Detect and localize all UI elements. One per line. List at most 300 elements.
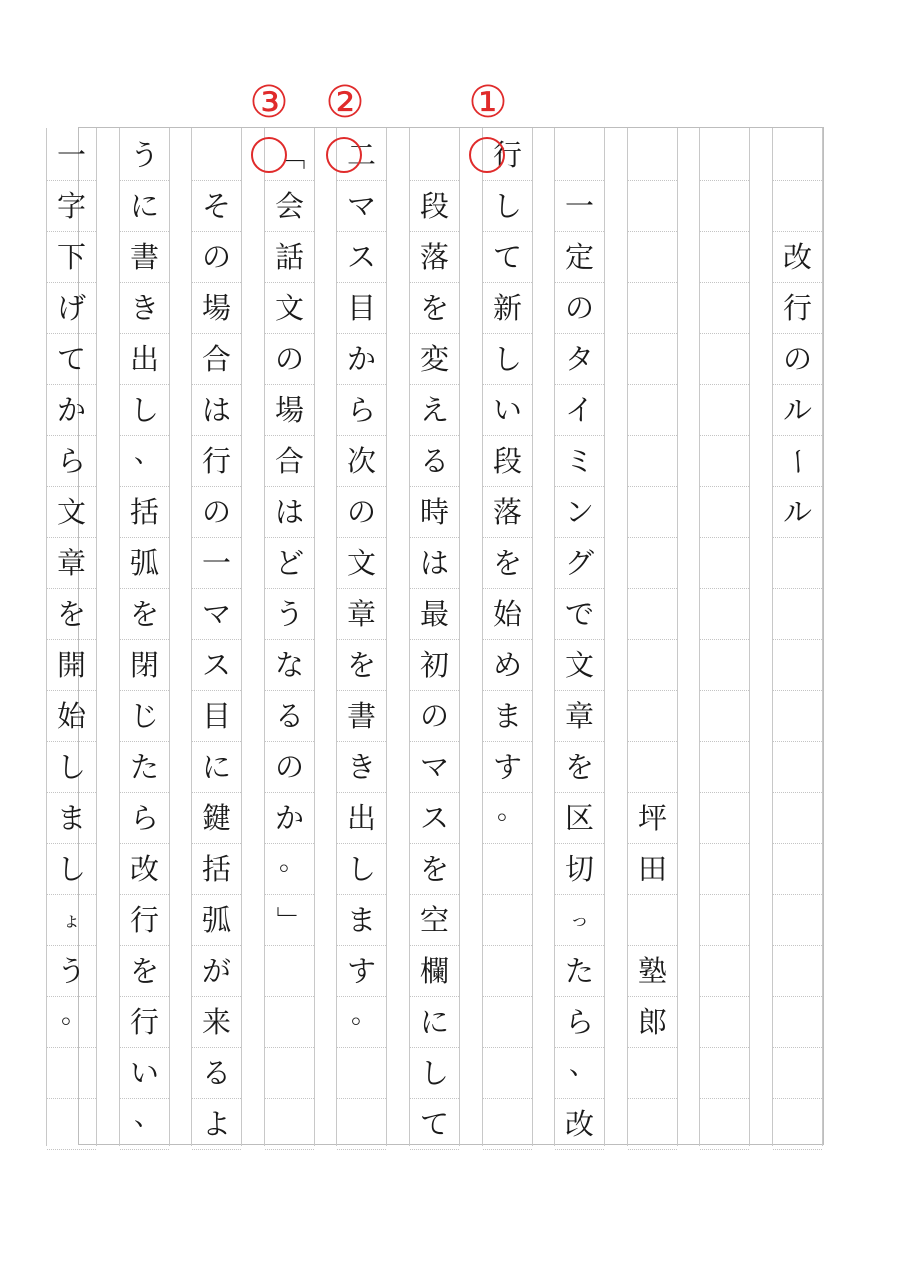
grid-square bbox=[555, 844, 604, 895]
manuscript-char: 時 bbox=[419, 494, 449, 529]
manuscript-char: ま bbox=[492, 698, 522, 733]
grid-square bbox=[555, 385, 604, 436]
manuscript-char: 改 bbox=[782, 239, 812, 274]
grid-square bbox=[555, 589, 604, 640]
grid-square bbox=[337, 1099, 386, 1150]
manuscript-char: を bbox=[129, 596, 159, 631]
grid-square bbox=[410, 691, 459, 742]
grid-square bbox=[628, 181, 677, 232]
grid-square bbox=[47, 691, 96, 742]
manuscript-char: し bbox=[492, 188, 522, 223]
grid-square bbox=[773, 589, 822, 640]
manuscript-char: を bbox=[346, 647, 376, 682]
manuscript-char: 始 bbox=[492, 596, 522, 631]
manuscript-char: 鍵 bbox=[201, 800, 231, 835]
manuscript-char: 次 bbox=[346, 443, 376, 478]
grid-square bbox=[265, 1048, 314, 1099]
grid-square bbox=[47, 946, 96, 997]
grid-square bbox=[192, 895, 241, 946]
manuscript-char: う bbox=[129, 137, 159, 172]
grid-square bbox=[47, 334, 96, 385]
grid-square bbox=[483, 283, 532, 334]
manuscript-char: え bbox=[419, 392, 449, 427]
manuscript-char: 文 bbox=[274, 290, 304, 325]
grid-square bbox=[47, 844, 96, 895]
grid-square bbox=[410, 844, 459, 895]
manuscript-char: し bbox=[419, 1055, 449, 1090]
manuscript-char: は bbox=[201, 392, 231, 427]
manuscript-char: ス bbox=[346, 239, 376, 274]
manuscript-char: の bbox=[274, 341, 304, 376]
manuscript-char: を bbox=[129, 953, 159, 988]
manuscript-char: を bbox=[56, 596, 86, 631]
grid-square bbox=[555, 181, 604, 232]
manuscript-char: 弧 bbox=[129, 545, 159, 580]
grid-square bbox=[192, 1099, 241, 1150]
grid-square bbox=[337, 844, 386, 895]
grid-square bbox=[410, 385, 459, 436]
manuscript-char: が bbox=[201, 953, 231, 988]
grid-square bbox=[410, 487, 459, 538]
grid-square bbox=[337, 232, 386, 283]
grid-square bbox=[628, 232, 677, 283]
grid-square bbox=[483, 742, 532, 793]
manuscript-char: 区 bbox=[564, 800, 594, 835]
grid-square bbox=[47, 283, 96, 334]
manuscript-char: の bbox=[274, 749, 304, 784]
manuscript-char: る bbox=[201, 1055, 231, 1090]
manuscript-char: し bbox=[492, 341, 522, 376]
manuscript-char: 「 bbox=[272, 140, 307, 170]
manuscript-char: 段 bbox=[419, 188, 449, 223]
grid-square bbox=[773, 691, 822, 742]
manuscript-char: う bbox=[56, 953, 86, 988]
grid-square bbox=[337, 181, 386, 232]
manuscript-char: て bbox=[492, 239, 522, 274]
grid-square bbox=[192, 793, 241, 844]
manuscript-char: を bbox=[419, 851, 449, 886]
grid-square bbox=[555, 232, 604, 283]
manuscript-char: 行 bbox=[129, 1004, 159, 1039]
grid-square bbox=[265, 742, 314, 793]
manuscript-char: マ bbox=[201, 596, 231, 631]
manuscript-char: 塾 bbox=[637, 953, 667, 988]
grid-square bbox=[47, 997, 96, 1048]
manuscript-char: 目 bbox=[201, 698, 231, 733]
grid-square bbox=[773, 793, 822, 844]
grid-square bbox=[483, 538, 532, 589]
grid-square bbox=[337, 538, 386, 589]
manuscript-char: ら bbox=[346, 392, 376, 427]
manuscript-char: ス bbox=[419, 800, 449, 835]
grid-square bbox=[120, 181, 169, 232]
manuscript-char: す bbox=[492, 749, 522, 784]
manuscript-char: い bbox=[129, 1055, 159, 1090]
manuscript-char: 改 bbox=[129, 851, 159, 886]
manuscript-char: 最 bbox=[419, 596, 449, 631]
grid-square bbox=[265, 181, 314, 232]
grid-square bbox=[410, 283, 459, 334]
grid-square bbox=[773, 385, 822, 436]
grid-square bbox=[483, 436, 532, 487]
manuscript-char: 章 bbox=[346, 596, 376, 631]
grid-square bbox=[192, 385, 241, 436]
grid-square bbox=[628, 436, 677, 487]
manuscript-char: 場 bbox=[274, 392, 304, 427]
manuscript-char: て bbox=[419, 1106, 449, 1141]
marker-2: ② bbox=[325, 77, 365, 128]
manuscript-char: 段 bbox=[492, 443, 522, 478]
grid-square bbox=[192, 742, 241, 793]
grid-square bbox=[192, 589, 241, 640]
manuscript-char: ス bbox=[201, 647, 231, 682]
grid-square bbox=[628, 538, 677, 589]
grid-square bbox=[192, 283, 241, 334]
grid-square bbox=[628, 283, 677, 334]
grid-square bbox=[337, 640, 386, 691]
manuscript-char: か bbox=[346, 341, 376, 376]
grid-square bbox=[410, 742, 459, 793]
manuscript-char: 括 bbox=[201, 851, 231, 886]
manuscript-char: ょ bbox=[61, 908, 81, 931]
grid-square bbox=[700, 385, 749, 436]
grid-square bbox=[265, 640, 314, 691]
grid-square bbox=[192, 538, 241, 589]
grid-square bbox=[265, 283, 314, 334]
grid-square bbox=[700, 538, 749, 589]
manuscript-char: 郎 bbox=[637, 1004, 667, 1039]
grid-square bbox=[265, 385, 314, 436]
manuscript-char: 来 bbox=[201, 1004, 231, 1039]
manuscript-char: じ bbox=[129, 698, 159, 733]
grid-square bbox=[483, 334, 532, 385]
manuscript-column-body-5 bbox=[264, 128, 315, 1146]
grid-square bbox=[773, 997, 822, 1048]
manuscript-char: た bbox=[564, 953, 594, 988]
grid-square bbox=[337, 589, 386, 640]
manuscript-char: し bbox=[129, 392, 159, 427]
grid-square bbox=[700, 130, 749, 181]
grid-square bbox=[337, 487, 386, 538]
grid-square bbox=[410, 538, 459, 589]
grid-square bbox=[47, 385, 96, 436]
manuscript-column-title bbox=[772, 128, 823, 1146]
grid-square bbox=[628, 844, 677, 895]
manuscript-char: き bbox=[346, 749, 376, 784]
manuscript-char: ま bbox=[56, 800, 86, 835]
grid-square bbox=[120, 589, 169, 640]
grid-square bbox=[265, 793, 314, 844]
manuscript-char: 一 bbox=[56, 137, 86, 172]
manuscript-char: 始 bbox=[56, 698, 86, 733]
grid-square bbox=[700, 895, 749, 946]
grid-square bbox=[120, 334, 169, 385]
grid-square bbox=[555, 793, 604, 844]
manuscript-char: ら bbox=[564, 1004, 594, 1039]
manuscript-char: る bbox=[274, 698, 304, 733]
manuscript-char: 合 bbox=[201, 341, 231, 376]
grid-square bbox=[120, 1048, 169, 1099]
grid-square bbox=[120, 130, 169, 181]
manuscript-char: の bbox=[419, 698, 449, 733]
manuscript-char: 目 bbox=[346, 290, 376, 325]
grid-square bbox=[265, 997, 314, 1048]
manuscript-char: 」 bbox=[272, 905, 307, 935]
grid-square bbox=[47, 232, 96, 283]
grid-square bbox=[120, 793, 169, 844]
grid-square bbox=[192, 946, 241, 997]
grid-square bbox=[773, 130, 822, 181]
manuscript-char: 新 bbox=[492, 290, 522, 325]
manuscript-char: 一 bbox=[564, 188, 594, 223]
grid-square bbox=[337, 793, 386, 844]
grid-square bbox=[337, 436, 386, 487]
manuscript-char: 空 bbox=[419, 902, 449, 937]
grid-square bbox=[410, 1048, 459, 1099]
manuscript-char: か bbox=[56, 392, 86, 427]
grid-square bbox=[555, 742, 604, 793]
manuscript-char: た bbox=[129, 749, 159, 784]
manuscript-char: ど bbox=[274, 545, 304, 580]
grid-square bbox=[410, 436, 459, 487]
grid-square bbox=[192, 487, 241, 538]
grid-square bbox=[773, 181, 822, 232]
grid-square bbox=[47, 181, 96, 232]
grid-square bbox=[120, 232, 169, 283]
grid-square bbox=[47, 895, 96, 946]
grid-square bbox=[192, 334, 241, 385]
grid-square bbox=[265, 436, 314, 487]
grid-square bbox=[700, 181, 749, 232]
grid-square bbox=[700, 334, 749, 385]
genkou-paper-grid bbox=[56, 127, 824, 1145]
grid-square bbox=[265, 538, 314, 589]
grid-square bbox=[700, 946, 749, 997]
grid-square bbox=[483, 589, 532, 640]
manuscript-char: イ bbox=[564, 392, 594, 427]
manuscript-char: に bbox=[129, 188, 159, 223]
grid-square bbox=[555, 1099, 604, 1150]
grid-square bbox=[555, 1048, 604, 1099]
grid-square bbox=[192, 844, 241, 895]
grid-square bbox=[628, 997, 677, 1048]
manuscript-char: し bbox=[56, 749, 86, 784]
grid-square bbox=[700, 640, 749, 691]
grid-square bbox=[192, 130, 241, 181]
manuscript-char: の bbox=[564, 290, 594, 325]
grid-square bbox=[410, 589, 459, 640]
grid-square bbox=[628, 385, 677, 436]
grid-square bbox=[47, 640, 96, 691]
manuscript-char: 。 bbox=[351, 999, 378, 1030]
grid-square bbox=[265, 1099, 314, 1150]
grid-square bbox=[628, 946, 677, 997]
grid-square bbox=[773, 1099, 822, 1150]
grid-square bbox=[47, 130, 96, 181]
grid-square bbox=[120, 946, 169, 997]
marker-1: ① bbox=[468, 77, 508, 128]
grid-square bbox=[337, 742, 386, 793]
grid-square bbox=[628, 895, 677, 946]
grid-square bbox=[555, 130, 604, 181]
grid-square bbox=[628, 487, 677, 538]
grid-square bbox=[120, 742, 169, 793]
manuscript-char: 定 bbox=[564, 239, 594, 274]
grid-square bbox=[337, 691, 386, 742]
grid-square bbox=[265, 946, 314, 997]
grid-square bbox=[773, 844, 822, 895]
manuscript-char: 、 bbox=[134, 1101, 161, 1132]
manuscript-char: 田 bbox=[637, 851, 667, 886]
grid-square bbox=[410, 130, 459, 181]
grid-square bbox=[265, 895, 314, 946]
grid-square bbox=[483, 232, 532, 283]
manuscript-char: 一 bbox=[201, 545, 231, 580]
grid-square bbox=[265, 691, 314, 742]
manuscript-char: ミ bbox=[564, 443, 594, 478]
grid-square bbox=[265, 334, 314, 385]
grid-square bbox=[337, 895, 386, 946]
manuscript-char: し bbox=[56, 851, 86, 886]
grid-square bbox=[410, 334, 459, 385]
grid-square bbox=[700, 793, 749, 844]
manuscript-char: 会 bbox=[274, 188, 304, 223]
manuscript-char: 行 bbox=[129, 902, 159, 937]
manuscript-char: い bbox=[492, 392, 522, 427]
grid-square bbox=[773, 283, 822, 334]
grid-square bbox=[120, 283, 169, 334]
grid-square bbox=[120, 487, 169, 538]
grid-square bbox=[410, 946, 459, 997]
manuscript-char: 。 bbox=[497, 795, 524, 826]
manuscript-char: 出 bbox=[346, 800, 376, 835]
manuscript-char: 行 bbox=[492, 137, 522, 172]
manuscript-char: は bbox=[419, 545, 449, 580]
manuscript-char: 。 bbox=[279, 846, 306, 877]
grid-square bbox=[192, 1048, 241, 1099]
manuscript-char: 文 bbox=[56, 494, 86, 529]
manuscript-char: 括 bbox=[129, 494, 159, 529]
grid-square bbox=[555, 997, 604, 1048]
manuscript-char: 落 bbox=[492, 494, 522, 529]
manuscript-char: 変 bbox=[419, 341, 449, 376]
grid-square bbox=[628, 742, 677, 793]
grid-square bbox=[47, 487, 96, 538]
grid-square bbox=[483, 181, 532, 232]
grid-square bbox=[410, 895, 459, 946]
grid-square bbox=[555, 640, 604, 691]
manuscript-char: 文 bbox=[564, 647, 594, 682]
grid-square bbox=[410, 232, 459, 283]
grid-square bbox=[483, 1048, 532, 1099]
grid-square bbox=[337, 997, 386, 1048]
manuscript-char: ら bbox=[129, 800, 159, 835]
manuscript-char: 閉 bbox=[129, 647, 159, 682]
manuscript-char: 。 bbox=[61, 999, 88, 1030]
manuscript-char: 章 bbox=[564, 698, 594, 733]
manuscript-column-body-7 bbox=[119, 128, 170, 1146]
manuscript-char: し bbox=[346, 851, 376, 886]
grid-square bbox=[483, 946, 532, 997]
grid-square bbox=[555, 334, 604, 385]
manuscript-char: ま bbox=[346, 902, 376, 937]
grid-square bbox=[192, 691, 241, 742]
grid-square bbox=[192, 436, 241, 487]
grid-square bbox=[483, 691, 532, 742]
grid-square bbox=[700, 844, 749, 895]
manuscript-char: ル bbox=[782, 392, 812, 427]
grid-square bbox=[265, 844, 314, 895]
grid-square bbox=[47, 589, 96, 640]
manuscript-char: き bbox=[129, 290, 159, 325]
manuscript-column-body-4 bbox=[336, 128, 387, 1146]
grid-square bbox=[773, 538, 822, 589]
manuscript-char: タ bbox=[564, 341, 594, 376]
manuscript-char: げ bbox=[56, 290, 86, 325]
grid-square bbox=[47, 742, 96, 793]
grid-square bbox=[265, 589, 314, 640]
grid-square bbox=[410, 997, 459, 1048]
grid-square bbox=[120, 640, 169, 691]
manuscript-column-body-1 bbox=[554, 128, 605, 1146]
manuscript-char: な bbox=[274, 647, 304, 682]
highlight-ring-2 bbox=[326, 137, 362, 173]
grid-square bbox=[483, 385, 532, 436]
manuscript-char: よ bbox=[201, 1106, 231, 1141]
grid-square bbox=[192, 640, 241, 691]
grid-square bbox=[773, 232, 822, 283]
grid-square bbox=[337, 334, 386, 385]
grid-square bbox=[700, 997, 749, 1048]
manuscript-char: ー bbox=[780, 446, 815, 476]
grid-square bbox=[410, 181, 459, 232]
grid-square bbox=[555, 946, 604, 997]
grid-square bbox=[483, 844, 532, 895]
grid-square bbox=[337, 385, 386, 436]
manuscript-char: の bbox=[201, 239, 231, 274]
manuscript-char: 二 bbox=[346, 137, 376, 172]
grid-square bbox=[47, 793, 96, 844]
manuscript-char: ン bbox=[564, 494, 594, 529]
manuscript-char: に bbox=[201, 749, 231, 784]
manuscript-char: ル bbox=[782, 494, 812, 529]
grid-square bbox=[120, 385, 169, 436]
grid-square bbox=[483, 1099, 532, 1150]
grid-square bbox=[628, 589, 677, 640]
grid-square bbox=[555, 283, 604, 334]
grid-square bbox=[47, 538, 96, 589]
manuscript-char: 下 bbox=[56, 239, 86, 274]
manuscript-column-body-2 bbox=[482, 128, 533, 1146]
grid-square bbox=[410, 793, 459, 844]
grid-square bbox=[700, 1048, 749, 1099]
manuscript-char: か bbox=[274, 800, 304, 835]
manuscript-char: 欄 bbox=[419, 953, 449, 988]
grid-square bbox=[628, 1099, 677, 1150]
grid-square bbox=[265, 487, 314, 538]
manuscript-char: 行 bbox=[201, 443, 231, 478]
manuscript-char: 場 bbox=[201, 290, 231, 325]
manuscript-char: の bbox=[346, 494, 376, 529]
manuscript-char: を bbox=[564, 749, 594, 784]
manuscript-char: て bbox=[56, 341, 86, 376]
manuscript-char: め bbox=[492, 647, 522, 682]
grid-square bbox=[483, 895, 532, 946]
manuscript-char: 書 bbox=[129, 239, 159, 274]
grid-square bbox=[700, 232, 749, 283]
manuscript-char: 弧 bbox=[201, 902, 231, 937]
grid-square bbox=[628, 793, 677, 844]
